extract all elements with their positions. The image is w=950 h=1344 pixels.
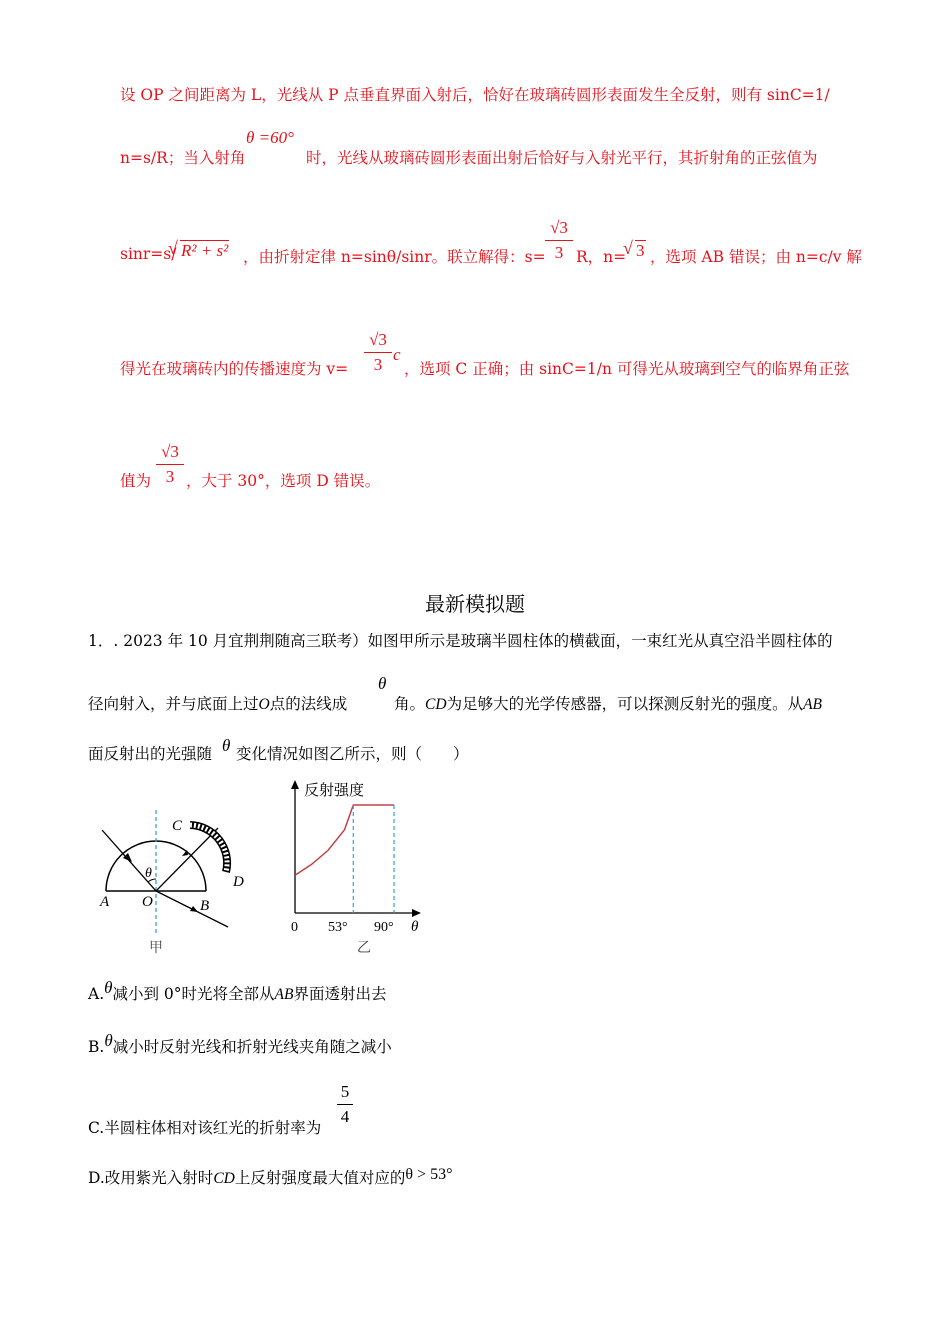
choice-text: C.半圆柱体相对该红光的折射率为 [88, 1119, 322, 1137]
tick-53: 53° [328, 920, 348, 935]
y-axis-arrow [291, 780, 299, 789]
question-line-3 [88, 742, 212, 764]
solution-line-2 [120, 146, 245, 168]
solution-text: R，n= [576, 248, 627, 266]
fraction-numerator: √3 [550, 218, 568, 237]
surface-AB: AB [803, 696, 823, 713]
solution-line-3c [576, 245, 626, 267]
choice-text: 减小到 0°时光将全部从 [112, 985, 275, 1003]
figure-jia [90, 800, 260, 960]
fraction-sqrt3-over-3 [156, 442, 184, 487]
x-axis-arrow [412, 909, 421, 917]
section-title: 最新模拟题 [425, 592, 525, 616]
solution-text: 得光在玻璃砖内的传播速度为 v= [120, 360, 349, 378]
choice-C[interactable] [88, 1116, 321, 1138]
solution-text: sinr=s/ [120, 245, 177, 263]
solution-text: 设 OP 之间距离为 L，光线从 P 点垂直界面入射后，恰好在玻璃砖圆形表面发生全反射，则有 sinC=1/ [120, 86, 830, 104]
solution-text: 时，光线从玻璃砖圆形表面出射后恰好与入射光平行，其折射角的正弦值为 [306, 149, 818, 167]
solution-line-5a [120, 469, 151, 491]
theta-symbol: θ [104, 978, 113, 997]
solution-text: n=s/R；当入射角 [120, 149, 246, 167]
question-text: 点的法线成 [269, 695, 348, 713]
label-O: O [142, 894, 153, 910]
solution-line-3d [650, 245, 862, 267]
question-text: 径向射入，并与底面上过 [88, 695, 259, 713]
solution-text: ，由折射定律 n=sinθ/sinr。联立解得：s= [243, 248, 546, 266]
fraction-denominator: 4 [340, 1107, 350, 1126]
fraction-numerator: √3 [369, 330, 387, 349]
fraction-denominator: 3 [165, 467, 175, 486]
question-text: 角。 [394, 695, 426, 713]
theta-symbol: θ [104, 1031, 113, 1050]
y-axis-label: 反射强度 [304, 781, 365, 799]
point-O: O [258, 696, 270, 713]
choice-text: 减小时反射光线和折射光线夹角随之减小 [112, 1038, 392, 1056]
solution-line-4b [404, 357, 849, 379]
theta-symbol: θ [378, 674, 387, 693]
sqrt-3 [624, 240, 646, 261]
theta-60-expression: θ =60° [246, 128, 294, 147]
choice-A[interactable] [88, 978, 387, 1004]
choice-B[interactable] [88, 1031, 392, 1057]
question-text: 面反射出的光强随 [88, 745, 213, 763]
radicand: R² + s² [181, 241, 229, 260]
sensor-CD: CD [213, 1170, 235, 1187]
fraction-5-over-4 [337, 1082, 353, 1127]
solution-text: ，大于 30°，选项 D 错误。 [186, 472, 381, 490]
choice-text: 上反射强度最大值对应的 [234, 1169, 406, 1187]
fraction-denominator: 3 [373, 355, 383, 374]
label-theta: θ [145, 866, 152, 881]
choice-letter: B. [88, 1038, 105, 1056]
solution-line-5b [186, 469, 380, 491]
choice-text: 界面透射出去 [293, 985, 387, 1003]
label-C: C [172, 818, 183, 834]
fraction-sqrt3-over-3 [364, 330, 392, 375]
caption-jia: 甲 [149, 940, 163, 956]
question-line-3b [236, 742, 469, 764]
question-line-2 [88, 692, 347, 714]
solution-text: ，选项 AB 错误；由 n=c/v 解 [650, 248, 862, 266]
surface-AB: AB [274, 986, 294, 1003]
solution-text: ，选项 C 正确；由 sinC=1/n 可得光从玻璃到空气的临界角正弦 [404, 360, 850, 378]
label-A: A [100, 894, 110, 910]
figure-yi-chart [280, 775, 430, 960]
fraction-denominator: 3 [554, 243, 564, 262]
label-D: D [233, 874, 244, 890]
sqrt-r2-s2 [169, 240, 229, 261]
speed-of-light-c: c [393, 345, 401, 364]
label-B: B [200, 898, 210, 914]
fraction-sqrt3-over-3 [545, 218, 573, 263]
theta-symbol: θ [222, 736, 231, 755]
solution-line-4a [120, 357, 348, 379]
question-line-1: 1．. 2023 年 10 月宜荆荆随高三联考）如图甲所示是玻璃半圆柱体的横截面，一束红光从真空沿半圆柱体的 [88, 632, 833, 650]
solution-line-1 [120, 83, 830, 105]
solution-line-3b [243, 245, 546, 267]
solution-text: 值为 [120, 472, 152, 490]
radicand: 3 [636, 241, 645, 260]
reflected-ray [156, 828, 218, 891]
solution-line-2b [306, 146, 818, 168]
choice-D[interactable] [88, 1166, 452, 1188]
sensor-CD: CD [425, 696, 447, 713]
intensity-curve [295, 805, 394, 875]
question-line-2b [394, 692, 822, 714]
theta-gt-53-expression: θ > 53° [405, 1166, 453, 1183]
fraction-numerator: 5 [340, 1082, 350, 1101]
question-text: 变化情况如图乙所示，则（ ） [236, 745, 469, 763]
tick-90: 90° [374, 920, 394, 935]
fraction-numerator: √3 [161, 442, 179, 461]
tick-0: 0 [291, 920, 298, 935]
choice-letter: A. [88, 985, 105, 1003]
caption-yi: 乙 [357, 940, 371, 956]
question-text: 为足够大的光学传感器，可以探测反射光的强度。从 [446, 695, 804, 713]
choice-text: D.改用紫光入射时 [88, 1169, 214, 1187]
x-axis-label: θ [411, 919, 419, 935]
